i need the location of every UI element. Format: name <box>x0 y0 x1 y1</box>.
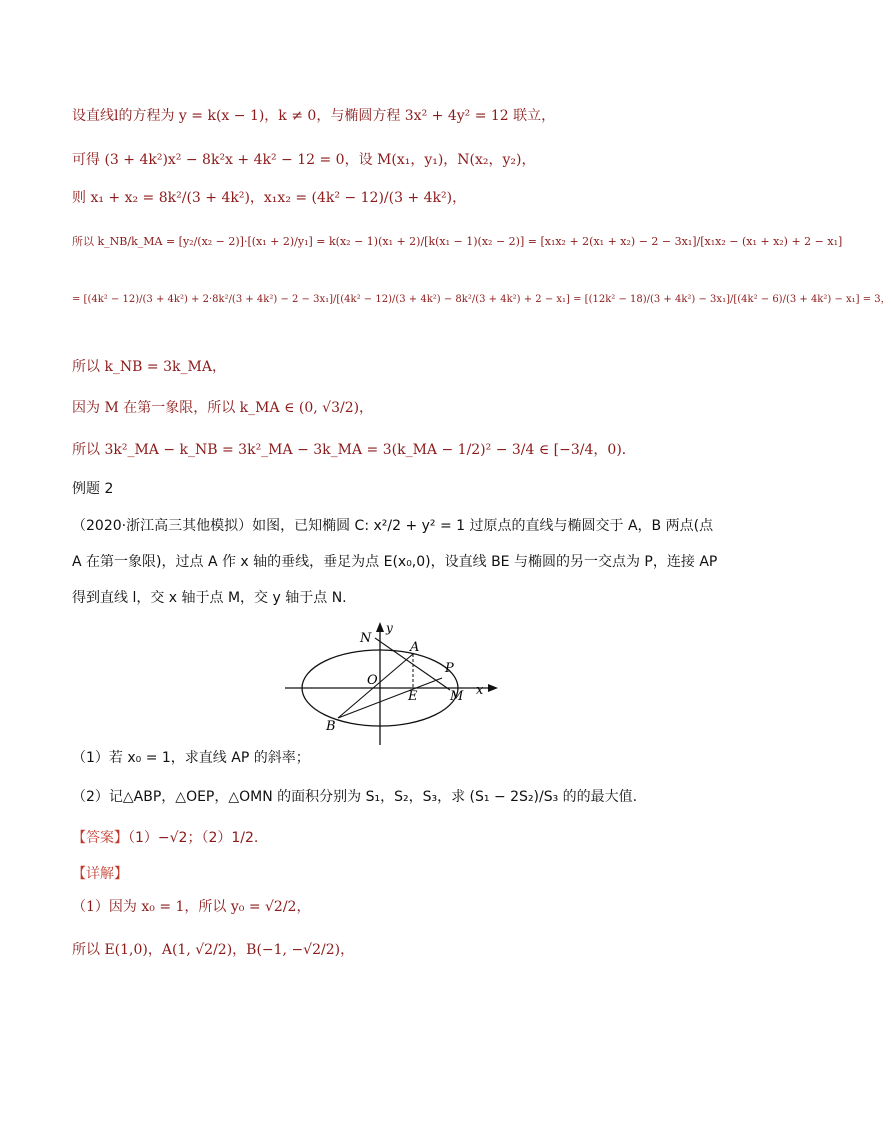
detail-label: 【详解】 <box>72 866 128 882</box>
label-b: B <box>326 719 336 734</box>
label-p: P <box>445 661 454 676</box>
label-a: A <box>410 640 420 655</box>
y-axis-arrow <box>376 622 384 632</box>
solution-line-7: 因为 M 在第一象限，所以 k_MA ∈ (0, √3/2)， <box>72 400 374 416</box>
label-x: x <box>476 683 484 698</box>
solution-line-3: 则 x₁ + x₂ = 8k²/(3 + 4k²)，x₁x₂ = (4k² − 12)/(3 + 4k²)， <box>72 190 467 206</box>
solution-line-2: 可得 (3 + 4k²)x² − 8k²x + 4k² − 12 = 0，设 M(x₁，y₁)，N(x₂，y₂)， <box>72 152 536 168</box>
answer-text: （1）−√2；（2）1/2. <box>128 830 259 846</box>
solution-line-4: 所以 k_NB/k_MA = [y₂/(x₂ − 2)]·[(x₁ + 2)/y₁] = k(x₂ − 1)(x₁ + 2)/[k(x₁ − 1)(x₂ − 2)] = [x₁x₂ + 2(x₁ + x₂) − 2 − 3x₁]/[x₁x₂ − (x₁ + x₂) + 2 − x₁] <box>72 235 843 248</box>
solution-line-6: 所以 k_NB = 3k_MA， <box>72 359 226 375</box>
label-e: E <box>408 689 418 704</box>
label-n: N <box>360 631 372 646</box>
label-m: M <box>450 689 464 704</box>
solution-line-8: 所以 3k²_MA − k_NB = 3k²_MA − 3k_MA = 3(k_MA − 1/2)² − 3/4 ∈ [−3/4，0)． <box>72 442 636 458</box>
detail-line-2: 所以 E(1,0)，A(1, √2/2)，B(−1, −√2/2)， <box>72 942 355 958</box>
answer-line <box>72 828 258 848</box>
label-o: O <box>367 673 378 688</box>
line-bp <box>338 678 442 718</box>
problem-source: （2020·浙江高三其他模拟） <box>72 518 253 534</box>
problem-text: 如图，已知椭圆 C: x²/2 + y² = 1 过原点的直线与椭圆交于 A，B 两点(点 A 在第一象限)，过点 A 作 x 轴的垂线，垂足为点 E(x₀,0)，设直线 BE 与椭圆的另一交点为 P，连接 AP 得到直线 l，交 x 轴于点 M，交 y 轴于点 N. <box>72 518 718 606</box>
question-1: （1）若 x₀ = 1，求直线 AP 的斜率； <box>72 750 310 766</box>
answer-label: 【答案】 <box>72 830 128 846</box>
example-label: 例题 2 <box>72 481 114 497</box>
question-2: （2）记△ABP，△OEP，△OMN 的面积分别为 S₁，S₂，S₃，求 (S₁ − 2S₂)/S₃ 的的最大值. <box>72 789 638 805</box>
x-axis-arrow <box>488 684 498 692</box>
problem-statement <box>72 508 727 616</box>
ellipse-figure <box>280 620 520 750</box>
solution-line-5: = [(4k² − 12)/(3 + 4k²) + 2·8k²/(3 + 4k²) − 2 − 3x₁]/[(4k² − 12)/(3 + 4k²) − 8k²/(3 + 4k²) + 2 − x₁] = [(12k² − 18)/(3 + 4k²) − 3x₁]/[(4k² − 6)/(3 + 4k²) − x₁] = 3， <box>72 294 891 305</box>
solution-line-1: 设直线l的方程为 y = k(x − 1)，k ≠ 0，与椭圆方程 3x² + 4y² = 12 联立， <box>72 108 556 124</box>
detail-line-1: （1）因为 x₀ = 1，所以 y₀ = √2/2， <box>72 899 311 915</box>
label-y: y <box>386 621 393 635</box>
